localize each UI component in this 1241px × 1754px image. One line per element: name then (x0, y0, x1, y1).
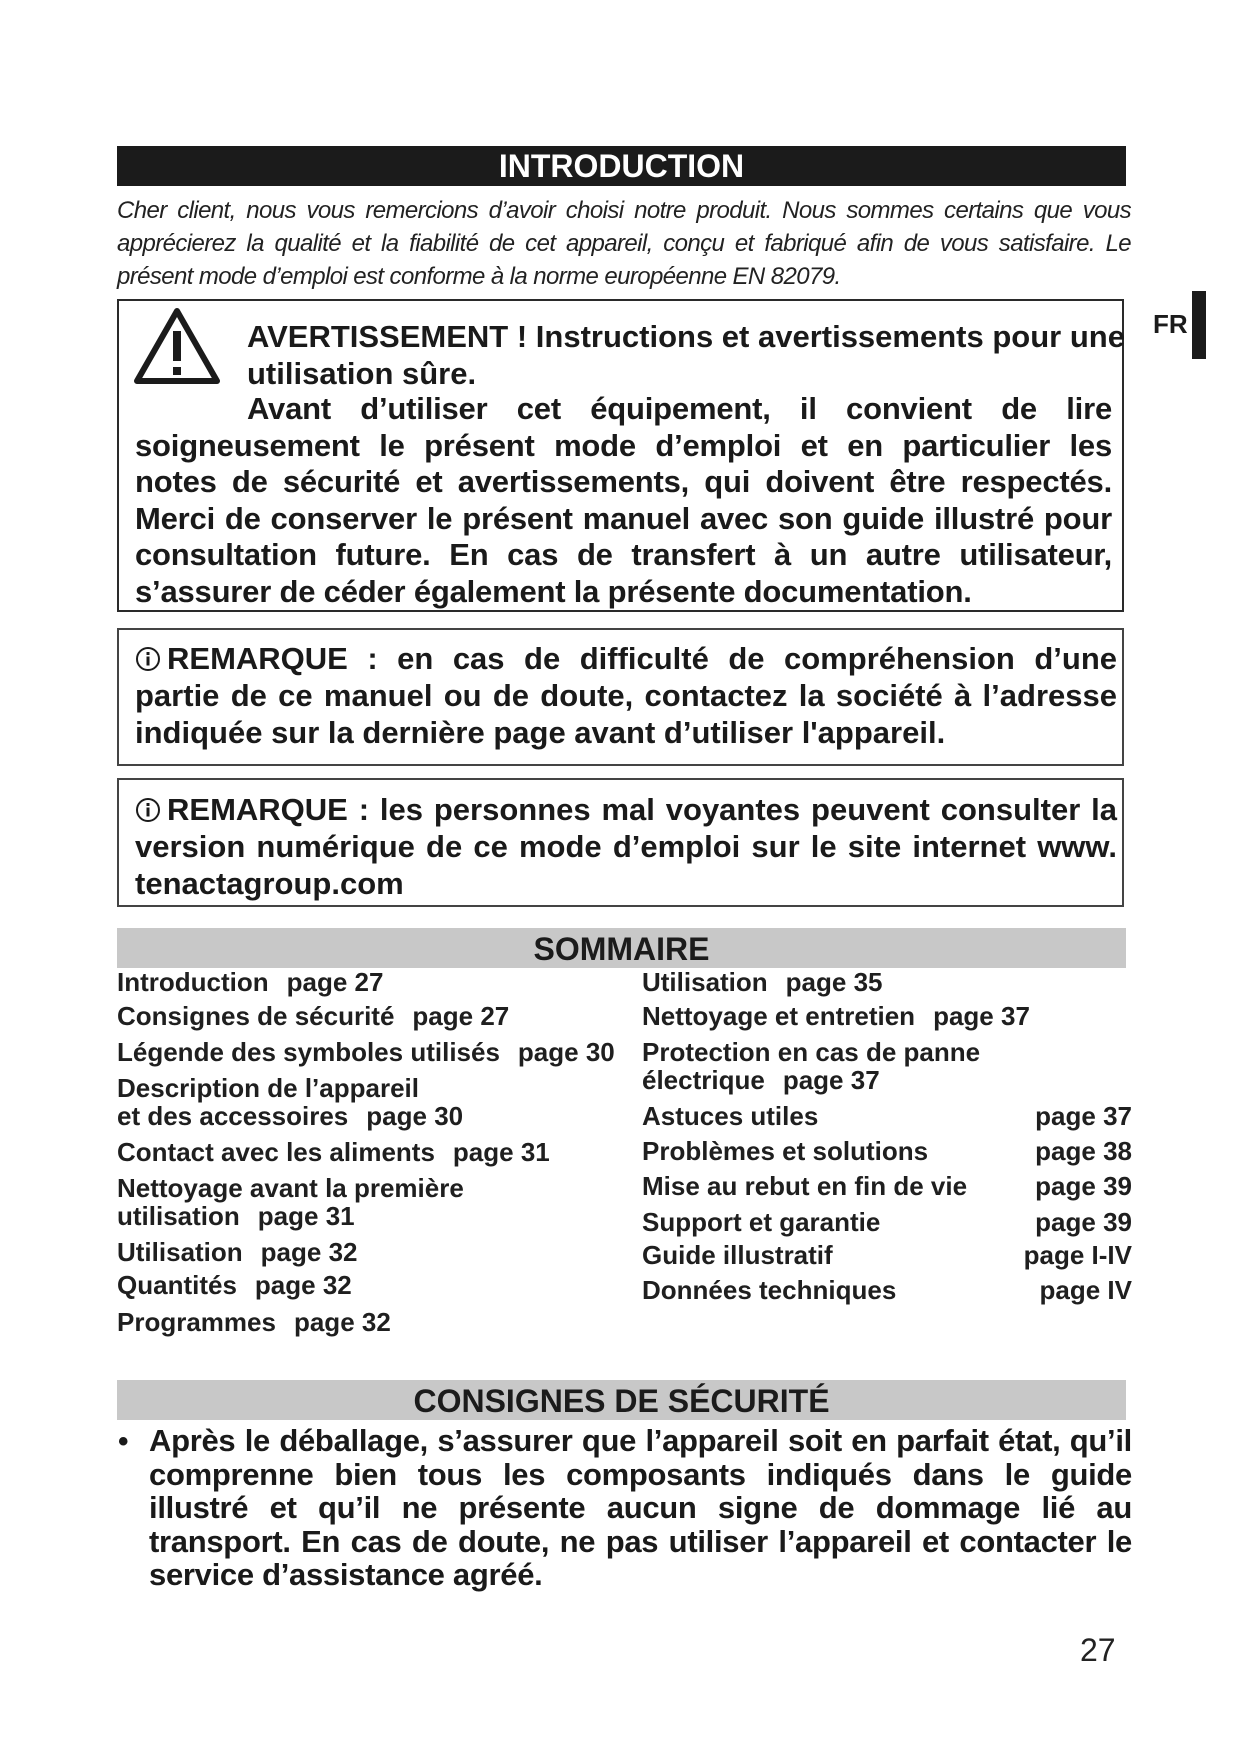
toc-item-label: Guide illustratif (642, 1240, 833, 1270)
toc-item-label: Utilisation (642, 967, 768, 997)
toc-item[interactable] (642, 1002, 1030, 1030)
page-number: 27 (1080, 1632, 1116, 1668)
toc-item-page: page 27 (286, 967, 384, 997)
toc-item[interactable] (117, 1174, 464, 1230)
toc-item[interactable] (642, 1276, 1132, 1304)
toc-item-label-cont: utilisation (117, 1201, 240, 1231)
warning-title (247, 318, 1127, 392)
introduction-text: Cher client, nous vous remercions d’avoir choisi notre produit. Nous sommes certains que vous apprécierez la qualité et la fiabilité de cet appareil, conçu et fabriqué afin de vous satisfaire. Le présent mode d’emploi est conforme à la norme européenne EN 82079. (117, 197, 1131, 290)
toc-item-label: Introduction (117, 967, 269, 997)
sommaire-heading: SOMMAIRE (117, 928, 1126, 968)
toc-item[interactable] (642, 1102, 1132, 1130)
toc-item-page: page 37 (933, 1001, 1030, 1031)
toc-item[interactable] (117, 1238, 358, 1266)
toc-item-label: Problèmes et solutions (642, 1136, 929, 1166)
toc-item[interactable] (642, 1208, 1132, 1236)
consignes-heading: CONSIGNES DE SÉCURITÉ (117, 1380, 1126, 1420)
toc-item[interactable] (117, 1074, 463, 1130)
note-1-text: REMARQUE : en cas de difficulté de compréhension d’une partie de ce manuel ou de doute, contactez la société à l’adresse indiquée sur la dernière page avant d’utiliser l'appareil. (135, 641, 1117, 750)
toc-item[interactable] (117, 1138, 550, 1166)
toc-item-label: Mise au rebut en fin de vie (642, 1171, 968, 1201)
introduction-heading: INTRODUCTION (117, 146, 1126, 186)
note-2-text: REMARQUE : les personnes mal voyantes peuvent consulter la version numérique de ce mode d’emploi sur le site internet www. tenactagroup.com (135, 792, 1117, 901)
warning-triangle-icon (131, 305, 223, 387)
toc-item-label: Contact avec les aliments (117, 1137, 435, 1167)
toc-item[interactable] (642, 1137, 1132, 1165)
toc-item[interactable] (117, 1271, 352, 1299)
note-1 (135, 640, 1117, 751)
toc-item-label-cont: et des accessoires (117, 1101, 349, 1131)
toc-item-label: Nettoyage et entretien (642, 1001, 916, 1031)
toc-item-page: page 31 (257, 1201, 355, 1231)
toc-item-label: Consignes de sécurité (117, 1001, 395, 1031)
warning-title-line1: AVERTISSEMENT ! Instructions et avertissements pour une (247, 319, 1125, 354)
toc-item-page: page 38 (1035, 1136, 1132, 1166)
toc-item-label: Quantités (117, 1270, 237, 1300)
toc-item-page: page 32 (260, 1237, 358, 1267)
warning-body-text: Avant d’utiliser cet équipement, il convient de lire soigneusement le présent mode d’emploi et en particulier les notes de sécurité et avertissements, qui doivent être respectés. Merci de conserver le présent manuel avec son guide illustré pour consultation future. En cas de transfert à un autre utilisateur, s’assurer de céder également la présente documentation. (135, 391, 1112, 609)
toc-right-column (642, 968, 1132, 1308)
toc-item[interactable] (642, 968, 883, 996)
toc-item[interactable] (117, 1308, 391, 1336)
toc-item[interactable] (117, 1038, 615, 1066)
toc-item-page: page 27 (412, 1001, 510, 1031)
toc-item-page: page 32 (293, 1307, 391, 1337)
toc-item[interactable] (642, 1241, 1132, 1269)
toc-item-page: page IV (1039, 1275, 1132, 1305)
toc-item-page: page 30 (517, 1037, 615, 1067)
language-tab-label: FR (1153, 309, 1188, 339)
toc-item-label: Utilisation (117, 1237, 243, 1267)
bullet-icon: • (118, 1425, 129, 1458)
toc-item-page: page 35 (785, 967, 883, 997)
toc-item-page: page 31 (452, 1137, 550, 1167)
toc-item[interactable] (642, 1172, 1132, 1200)
toc-item-label: Astuces utiles (642, 1101, 819, 1131)
toc-item-label: Description de l’appareil (117, 1073, 419, 1103)
toc-item-label: Nettoyage avant la première (117, 1173, 464, 1203)
toc-item-label: Protection en cas de panne (642, 1037, 981, 1067)
toc-item-page: page 32 (254, 1270, 352, 1300)
toc-left-column (117, 968, 637, 1348)
toc-item-page: page 37 (1035, 1101, 1132, 1131)
toc-item-page: page 39 (1035, 1207, 1132, 1237)
toc-item[interactable] (117, 968, 383, 996)
toc-item[interactable] (117, 1002, 509, 1030)
toc-item-label: Données techniques (642, 1275, 897, 1305)
toc-item-label: Programmes (117, 1307, 276, 1337)
warning-title-line2: utilisation sûre. (247, 356, 477, 391)
toc-item[interactable] (642, 1038, 980, 1094)
note-2 (135, 791, 1117, 902)
language-tab-bar (1192, 291, 1206, 359)
warning-body (135, 391, 1112, 610)
toc-item-page: page 30 (366, 1101, 464, 1131)
info-icon (135, 646, 161, 672)
toc-item-page: page 37 (782, 1065, 880, 1095)
toc-item-label: Légende des symboles utilisés (117, 1037, 500, 1067)
toc-item-label: Support et garantie (642, 1207, 881, 1237)
toc-item-label-cont: électrique (642, 1065, 765, 1095)
safety-bullet-text: Après le déballage, s’assurer que l’appareil soit en parfait état, qu’il comprenne bien tous les composants indiqués dans le guide illustré et qu’il ne présente aucun signe de dommage lié au transport. En cas de doute, ne pas utiliser l’appareil et contacter le service d’assistance agréé. (149, 1423, 1132, 1592)
toc-item-page: page 39 (1035, 1171, 1132, 1201)
toc-item-page: page I-IV (1023, 1240, 1132, 1270)
info-icon (135, 797, 161, 823)
